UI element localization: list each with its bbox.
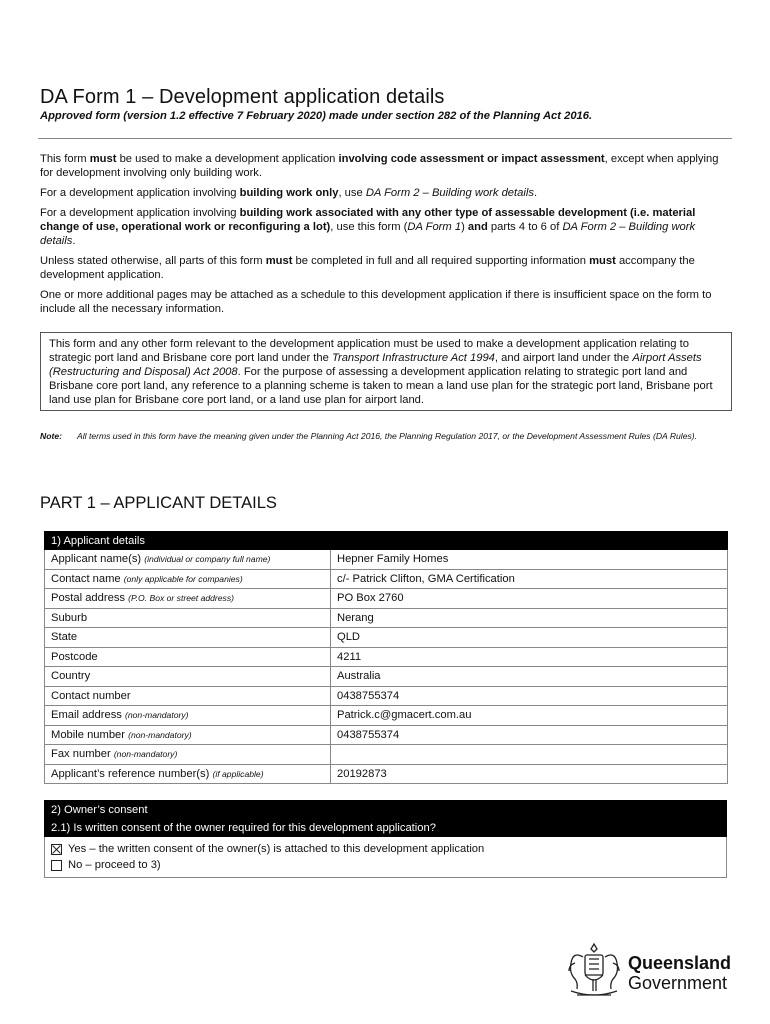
logo-text-line-1: Queensland [628,953,732,973]
applicant-row [45,550,728,570]
applicant-field-label [45,764,331,784]
applicant-field-label [45,550,331,570]
applicant-field-value[interactable]: Nerang [331,608,728,628]
consent-no-label: No – proceed to 3) [68,859,161,871]
intro-paragraph-3: For a development application involving building work associated with any other type of assessable development (i.e. material change of use, operational work or reconfiguring a lot), use this form (DA Form 1) and parts 4 to 6 of DA Form 2 – Building work details. [40,207,696,247]
port-land-notice-box: This form and any other form relevant to the development application must be used to make a development application relating to strategic port land and Brisbane core port land under the Transport Infrastructure Act 1994, and airport land under the Airport Assets (Restructuring and Disposal) Act 2008. For the purpose of assessing a development application relating to strategic port land and Brisbane core port land, any reference to a planning scheme is taken to mean a land use plan for the strategic port land, Brisbane port land use plan for Brisbane core port land, or a land use plan for airport land. [40,332,732,411]
applicant-field-value[interactable]: 4211 [331,647,728,667]
applicant-field-value[interactable]: 0438755374 [331,725,728,745]
applicant-field-label [45,667,331,687]
note-text: All terms used in this form have the meaning given under the Planning Act 2016, the Planning Regulation 2017, or the Development Assessment Rules (DA Rules). [77,431,698,441]
applicant-row [45,608,728,628]
header-divider [38,138,732,139]
part1-heading: PART 1 – APPLICANT DETAILS [40,494,277,512]
field-label-text: Applicant name(s) [51,553,142,566]
field-label-text: Applicant’s reference number(s) [51,767,210,780]
applicant-row [45,706,728,726]
field-hint-text: (only applicable for companies) [123,573,243,584]
field-label-text: State [51,631,78,644]
consent-yes-checkbox[interactable] [51,844,62,855]
intro-paragraph-4: Unless stated otherwise, all parts of this form must be completed in full and all required supporting information must accompany the development application. [40,255,695,281]
applicant-row [45,569,728,589]
consent-no-option[interactable] [51,857,720,873]
field-hint-text: (non-mandatory) [128,729,192,740]
applicant-row [45,647,728,667]
applicant-field-label [45,628,331,648]
applicant-row [45,686,728,706]
applicant-field-label [45,589,331,609]
page-subtitle: Approved form (version 1.2 effective 7 February 2020) made under section 282 of the Planning Act 2016. [40,110,593,122]
field-hint-text: (non-mandatory) [125,710,189,721]
applicant-field-value[interactable]: Patrick.c@gmacert.com.au [331,706,728,726]
applicant-field-label [45,745,331,765]
owners-consent-header: 2) Owner’s consent [45,801,727,819]
applicant-row [45,745,728,765]
intro-paragraph-5: One or more additional pages may be attached as a schedule to this development application if there is insufficient space on the form to include all the necessary information. [40,289,712,315]
consent-no-checkbox[interactable] [51,860,62,871]
applicant-row [45,628,728,648]
applicant-field-value[interactable]: 0438755374 [331,686,728,706]
field-hint-text: (non-mandatory) [113,749,178,760]
queensland-coat-of-arms-icon [563,941,625,1001]
consent-yes-option[interactable] [51,841,720,857]
applicant-field-label [45,706,331,726]
applicant-field-value[interactable] [331,745,728,765]
applicant-field-value[interactable]: Hepner Family Homes [331,550,728,570]
intro-paragraph-2: For a development application involving building work only, use DA Form 2 – Building work details. [40,187,538,199]
field-label-text: Email address [51,709,122,722]
applicant-field-value[interactable]: 20192873 [331,764,728,784]
field-hint-text: (if applicable) [212,768,264,779]
applicant-field-label [45,725,331,745]
applicant-field-label [45,686,331,706]
owners-consent-table [44,800,727,878]
field-label-text: Postcode [51,650,98,663]
note-label: Note: [40,431,62,441]
applicant-details-header: 1) Applicant details [45,532,728,550]
field-label-text: Country [51,670,91,683]
logo-text-line-2: Government [628,973,728,993]
applicant-field-value[interactable]: Australia [331,667,728,687]
consent-options-cell [45,837,727,878]
field-label-text: Contact number [51,689,131,702]
page-title: DA Form 1 – Development application details [40,86,445,108]
field-label-text: Contact name [51,572,121,585]
consent-question: 2.1) Is written consent of the owner required for this development application? [45,819,727,837]
applicant-field-label [45,569,331,589]
field-label-text: Mobile number [51,728,125,741]
applicant-field-value[interactable]: PO Box 2760 [331,589,728,609]
applicant-row [45,589,728,609]
applicant-field-label [45,647,331,667]
field-label-text: Suburb [51,611,88,624]
field-hint-text: (P.O. Box or street address) [128,593,234,604]
field-label-text: Postal address [51,592,126,605]
intro-paragraph-1: This form must be used to make a development application involving code assessment or impact assessment, except when applying for development involving only building work. [40,153,719,179]
applicant-field-label [45,608,331,628]
applicant-field-value[interactable]: QLD [331,628,728,648]
intro-text [40,152,730,322]
field-hint-text: (individual or company full name) [144,554,271,565]
field-label-text: Fax number [51,748,111,761]
applicant-row [45,725,728,745]
consent-yes-label: Yes – the written consent of the owner(s) is attached to this development application [68,843,485,855]
applicant-row [45,764,728,784]
applicant-details-table [44,531,728,784]
applicant-field-value[interactable]: c/- Patrick Clifton, GMA Certification [331,569,728,589]
queensland-government-logo [563,941,738,1001]
applicant-row [45,667,728,687]
